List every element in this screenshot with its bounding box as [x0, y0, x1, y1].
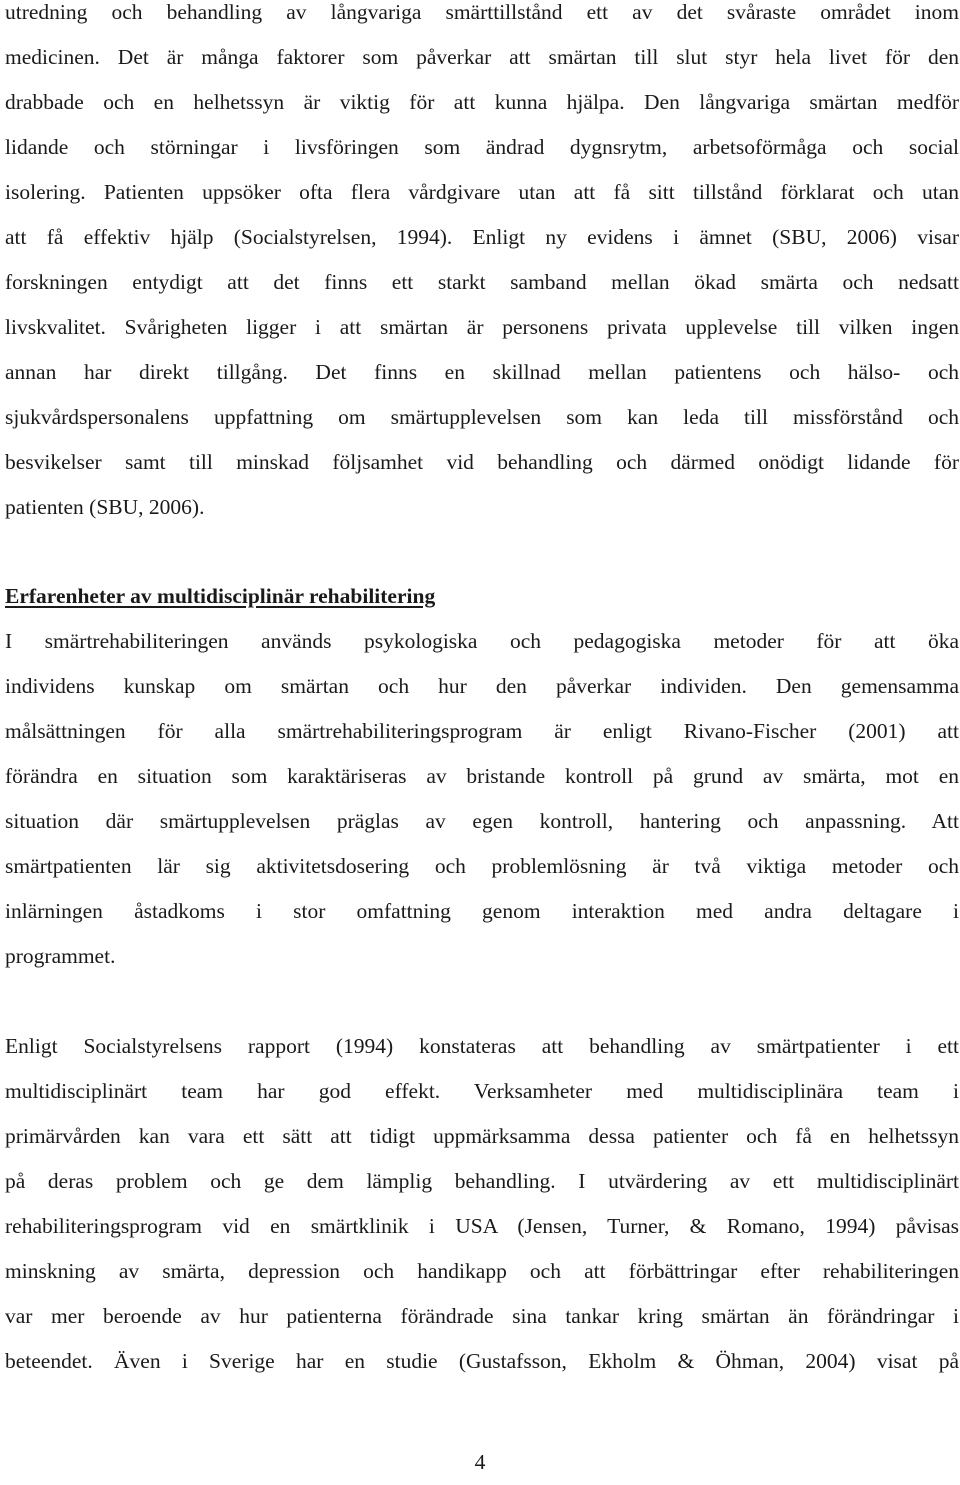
text-line: lidande och störningar i livsföringen som ändrad dygnsrytm, arbetsoförmåga och social — [5, 135, 959, 159]
text-line: forskningen entydigt att det finns ett starkt samband mellan ökad smärta och nedsatt — [5, 270, 959, 294]
text-line: I smärtrehabiliteringen används psykologiska och pedagogiska metoder för att öka — [5, 629, 959, 653]
text-line: primärvården kan vara ett sätt att tidigt uppmärksamma dessa patienter och få en helhetssyn — [5, 1124, 959, 1148]
body-paragraph — [5, 0, 959, 530]
text-line: på deras problem och ge dem lämplig behandling. I utvärdering av ett multidisciplinärt — [5, 1169, 959, 1193]
text-line: beteendet. Även i Sverige har en studie (Gustafsson, Ekholm & Öhman, 2004) visat på — [5, 1349, 959, 1373]
section-heading: Erfarenheter av multidisciplinär rehabilitering — [5, 584, 436, 608]
text-line: Enligt Socialstyrelsens rapport (1994) konstateras att behandling av smärtpatienter i ett — [5, 1034, 959, 1058]
body-paragraph — [5, 1024, 959, 1384]
text-line: medicinen. Det är många faktorer som påverkar att smärtan till slut styr hela livet för den — [5, 45, 959, 69]
text-line: smärtpatienten lär sig aktivitetsdosering och problemlösning är två viktiga metoder och — [5, 854, 959, 878]
text-line: besvikelser samt till minskad följsamhet vid behandling och därmed onödigt lidande för — [5, 450, 959, 474]
text-line: drabbade och en helhetssyn är viktig för att kunna hjälpa. Den långvariga smärtan medför — [5, 90, 959, 114]
text-line: livskvalitet. Svårigheten ligger i att smärtan är personens privata upplevelse till vilken ingen — [5, 315, 959, 339]
text-line: patienten (SBU, 2006). — [5, 495, 205, 519]
page-number: 4 — [474, 1450, 486, 1474]
text-line: annan har direkt tillgång. Det finns en skillnad mellan patientens och hälso- och — [5, 360, 959, 384]
text-line: programmet. — [5, 944, 116, 968]
text-line: var mer beroende av hur patienterna förändrade sina tankar kring smärtan än förändringar i — [5, 1304, 959, 1328]
text-line: minskning av smärta, depression och handikapp och att förbättringar efter rehabiliteringen — [5, 1259, 959, 1283]
text-line: isolering. Patienten uppsöker ofta flera vårdgivare utan att få sitt tillstånd förklarat och utan — [5, 180, 959, 204]
text-line: individens kunskap om smärtan och hur den påverkar individen. Den gemensamma — [5, 674, 959, 698]
text-line: situation där smärtupplevelsen präglas av egen kontroll, hantering och anpassning. Att — [5, 809, 959, 833]
text-line: utredning och behandling av långvariga smärttillstånd ett av det svåraste området inom — [5, 0, 959, 24]
text-line: målsättningen för alla smärtrehabiliteringsprogram är enligt Rivano-Fischer (2001) att — [5, 719, 959, 743]
body-paragraph — [5, 619, 959, 979]
text-line: sjukvårdspersonalens uppfattning om smärtupplevelsen som kan leda till missförstånd och — [5, 405, 959, 429]
text-line: inlärningen åstadkoms i stor omfattning genom interaktion med andra deltagare i — [5, 899, 959, 923]
text-line: att få effektiv hjälp (Socialstyrelsen, 1994). Enligt ny evidens i ämnet (SBU, 2006) visar — [5, 225, 959, 249]
text-line: rehabiliteringsprogram vid en smärtklinik i USA (Jensen, Turner, & Romano, 1994) påvisas — [5, 1214, 959, 1238]
text-line: multidisciplinärt team har god effekt. Verksamheter med multidisciplinära team i — [5, 1079, 959, 1103]
text-line: förändra en situation som karaktäriseras av bristande kontroll på grund av smärta, mot en — [5, 764, 959, 788]
